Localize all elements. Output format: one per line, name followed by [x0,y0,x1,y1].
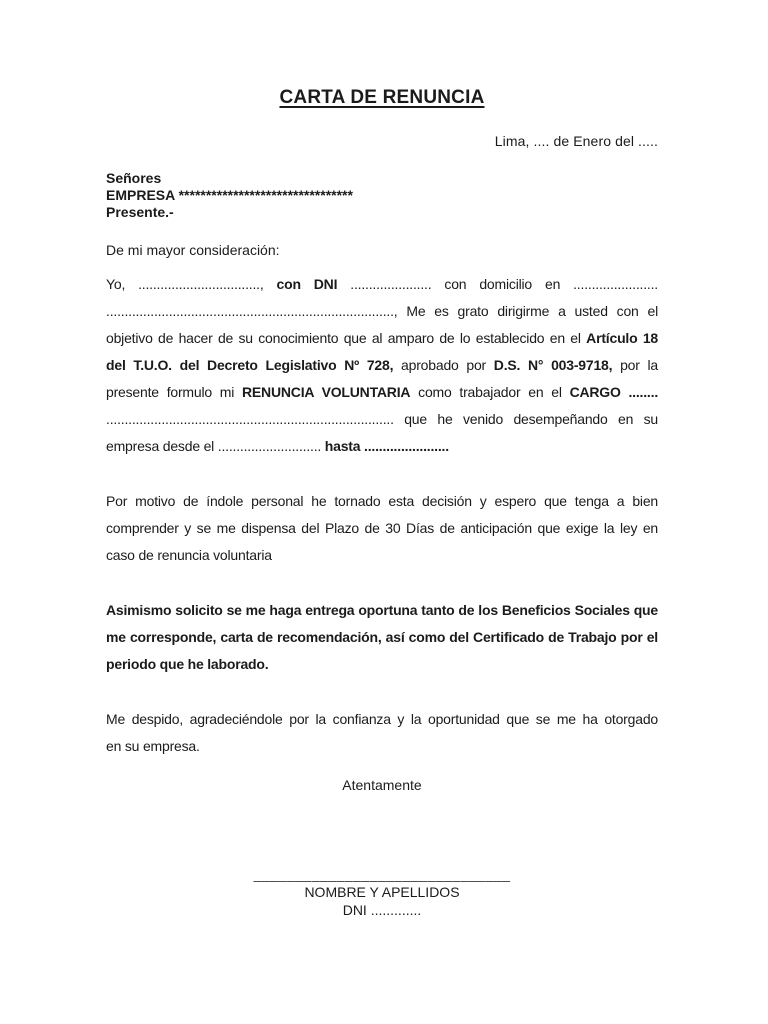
bold-text-run: periodo que he laborado. [106,656,269,672]
salutation: De mi mayor consideración: [106,242,280,258]
text-run: comprender y se me dispensa del Plazo de 30 Días de anticipación que exige la ley en [106,520,658,536]
text-run: .............................................................................. que he venido desempeñando en su [106,411,658,427]
paragraph-line [106,706,658,733]
text-run: por la [612,357,658,373]
text-run: Yo, ................................., [106,276,277,292]
text-run: .............................................................................., Me es grato dirigirme a usted con el [106,303,658,319]
bold-text-run: hasta ....................... [324,438,449,454]
bold-text-run: Asimismo solicito se me haga entrega oportuna tanto de los Beneficios Sociales que [106,602,658,618]
bold-text-run: D.S. N° 003-9718, [493,357,613,373]
date-line: Lima, .... de Enero del ..... [494,133,658,149]
paragraph [106,597,658,678]
signature-block [106,865,658,919]
signature-name: NOMBRE Y APELLIDOS [304,884,460,900]
paragraph-line [106,325,658,352]
closing: Atentamente [342,777,422,793]
text-run: como trabajador en el [410,384,570,400]
text-run: objetivo de hacer de su conocimiento que al amparo de lo establecido en el [106,330,587,346]
signature-dni: DNI ............. [342,902,422,918]
bold-text-run: RENUNCIA VOLUNTARIA [242,384,411,400]
paragraph [106,706,658,760]
paragraphs [106,271,658,760]
paragraph [106,488,658,569]
paragraph [106,271,658,460]
text-run: empresa desde el ............................ [106,438,325,454]
text-run: aprobado por [393,357,494,373]
document-title: CARTA DE RENUNCIA [279,87,485,108]
paragraph-line [106,352,658,379]
text-run: Me despido, agradeciéndole por la confianza y la oportunidad que se me ha otorgado [106,711,658,727]
paragraph-line [106,651,658,678]
text-run: presente formulo mi [106,384,242,400]
recipient-line-senores: Señores [106,170,162,186]
text-run: en su empresa. [106,738,200,754]
paragraph-line [106,515,658,542]
paragraph-line [106,542,658,569]
paragraph-line [106,624,658,651]
bold-text-run: con DNI [276,276,338,292]
paragraph-line [106,379,658,406]
bold-text-run: del T.U.O. del Decreto Legislativo Nº 728, [106,357,394,373]
paragraph-line [106,298,658,325]
paragraph-line [106,406,658,433]
recipient-block [106,170,658,221]
paragraph-line [106,597,658,624]
recipient-line-presente: Presente.- [106,204,174,220]
recipient-line-empresa: EMPRESA ******************************** [106,187,353,203]
paragraph-line [106,488,658,515]
text-run: ...................... con domicilio en ....................... [337,276,658,292]
signature-line: _______________________________ [253,866,511,882]
bold-text-run: me corresponde, carta de recomendación, así como del Certificado de Trabajo por el [106,629,658,645]
paragraph-line [106,433,658,460]
text-run: Por motivo de índole personal he tornado esta decisión y espero que tenga a bien [106,493,658,509]
paragraph-line [106,733,658,760]
paragraph-line [106,271,658,298]
bold-text-run: Artículo 18 [586,330,659,346]
text-run: caso de renuncia voluntaria [106,547,272,563]
bold-text-run: CARGO ........ [569,384,659,400]
